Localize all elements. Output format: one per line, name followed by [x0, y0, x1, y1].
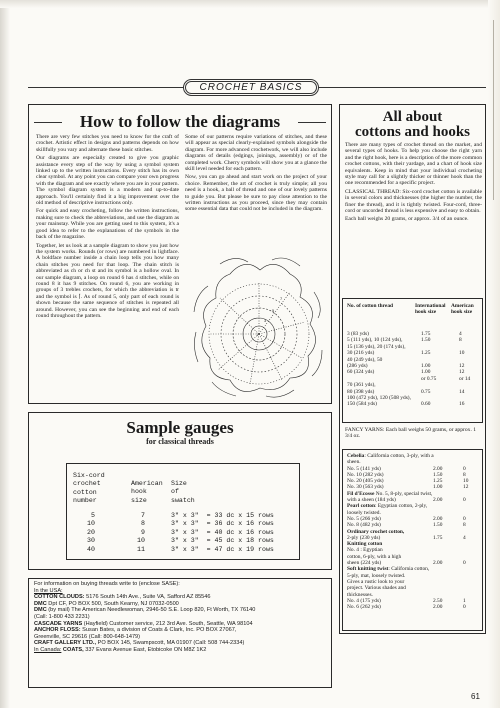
panel-item: No. 10 (282 yds): [347, 471, 384, 478]
panel-text: No. 4 : Egyptian: [347, 547, 383, 554]
table-row: [347, 401, 480, 407]
panel-term: Fil d'Ecosse: [347, 490, 375, 497]
panel-item: with a sheen (184 yds): [347, 497, 396, 504]
panel-intl-size: 2.00: [433, 497, 443, 504]
supplier-line: DMC Dpt CF, PO BOX 500, South Kearny, NJ 07032-0500: [34, 600, 179, 607]
info-intro: For information on buying threads write to (enclose SASE):: [34, 581, 180, 587]
cell-cotton: 60 (324 yds): [347, 369, 375, 376]
paragraph: Each ball weighs 20 grams, or approx. 3/4 of an ounce.: [345, 216, 469, 223]
panel-text: Fil d'Ecosse No. 5, 8-ply, special twist,: [347, 490, 433, 497]
cell-cotton: 5 (111 yds), 10 (124 yds),: [347, 337, 403, 344]
gauge-header-cotton: cotton: [73, 488, 97, 496]
supplier-name: CASCADE YARNS: [34, 620, 83, 627]
table-body: [347, 331, 480, 408]
panel-text: cotton, 6-ply, with a high: [347, 553, 402, 560]
diagrams-middle-column: [185, 134, 327, 215]
cotton-title: [339, 110, 486, 140]
round-number: 3: [264, 318, 267, 323]
panel-us-size: 0: [463, 560, 466, 567]
supplier-info: [34, 581, 330, 654]
gauge-hook-size: 7: [141, 512, 145, 519]
panel-intl-size: 2.00: [433, 604, 443, 611]
gauge-header-swatch: Size: [171, 480, 187, 487]
cell-international: 0.75: [421, 388, 431, 395]
supplier-line: Greenville, SC 29616 (Call: 800-648-1479): [34, 633, 141, 640]
cotton-title-line1: All about: [382, 109, 443, 125]
gauge-swatch: 3" x 3" = 33 dc x 15 rows: [171, 512, 274, 519]
gauge-swatch: 3" x 3" = 36 dc x 16 rows: [171, 520, 274, 528]
panel-us-size: 10: [463, 478, 469, 485]
paragraph: There are very few stitches you need to know for the craft of crochet. Artistic effect in designs and patterns depends on how skillfully you vary and alternate these basic stitches.: [36, 134, 179, 153]
panel-us-size: 0: [463, 604, 466, 611]
panel-item: No. 8 (482 yds): [347, 522, 381, 529]
cotton-title-line2: cottons and hooks: [354, 124, 471, 140]
round-number: 7: [280, 296, 283, 301]
panel-us-size: 8: [463, 522, 466, 529]
panel-text: project. Various shades and: [347, 585, 406, 592]
cell-american: or 14: [459, 375, 471, 382]
panel-item: No. 6 (262 yds): [347, 604, 381, 611]
cell-cotton: 80 (398 yds): [347, 388, 375, 395]
supplier-name: DMC: [34, 600, 47, 607]
crochet-symbol-diagram: [190, 252, 328, 400]
panel-line: [347, 604, 480, 610]
panel-text: 5-ply, mat, loosely twisted.: [347, 572, 406, 579]
round-number: 5: [272, 308, 275, 313]
gauge-header-swatch: swatch: [171, 496, 195, 504]
paragraph: Some of our patterns require variations of stitches, and these will appear as special clearly-explained symbols alongside the diagram. For more advanced crochetwork, we will also include diagrams of details (edgings, joinings, assembly) or of the completed work. Cherry symbols will show you at a glance the skill level needed for each pattern.: [185, 134, 327, 173]
cell-american: 12: [459, 362, 465, 369]
diagrams-title: How to follow the diagrams: [79, 112, 281, 131]
fancy-yarns-note: FANCY YARNS: Each ball weighs 50 grams, or approx. 1 3/4 oz.: [345, 427, 477, 440]
gauges-table: [66, 463, 300, 560]
cotton-text: [345, 142, 482, 225]
gauge-header-cotton: Six-cord: [73, 472, 105, 479]
cell-international: 0.60: [421, 401, 431, 408]
cell-cotton: 30 (216 yds): [347, 350, 375, 357]
gauge-header-cotton: number: [73, 497, 97, 505]
right-margin: [488, 0, 500, 708]
panel-text: Cebelia: California cotton, 3-ply, with a: [347, 453, 434, 459]
gauges-title: Sample gauges: [126, 418, 234, 437]
cell-american: 12: [459, 369, 465, 376]
gauge-cotton-number: 40: [87, 545, 95, 553]
gauge-header-cotton: crochet: [73, 480, 101, 488]
round-number: 1: [256, 332, 259, 337]
panel-intl-size: 2.50: [433, 597, 443, 604]
panel-item: No. 5 (266 yds): [347, 515, 381, 522]
cell-international: 1.25: [421, 350, 431, 357]
panel-us-size: 0: [463, 497, 466, 504]
thread-types-panel: [342, 449, 483, 631]
banner-label: CROCHET BASICS: [185, 81, 317, 94]
gauge-hook-size: 9: [141, 528, 145, 536]
info-usa-label: In the USA:: [34, 587, 63, 594]
supplier-line: DMC (by mail) The American Needlewoman, 2946-50 S.E. Loop 820, Ft Worth, TX 76140: [34, 607, 256, 614]
paragraph: Now, you can go ahead and start work on the project of your choice. Remember, the art of crochet is truly simple; all you need is a hook, a ball of thread and one of our lovely patterns to guide you. But please be sure to pay close attention to the written instructions as you proceed, since they may contain some essential data that could not be included in the diagram.: [185, 174, 327, 213]
header-american: American hook size: [451, 303, 474, 316]
cell-cotton: 100 (472 yds), 120 (508 yds),: [347, 394, 411, 401]
panel-term: Cebelia: [347, 453, 365, 459]
gauge-hook-size: 10: [137, 537, 145, 545]
supplier-name: ANCHOR FLOSS:: [34, 627, 81, 634]
canada-label: In Canada:: [34, 646, 62, 653]
gauge-cotton-number: 20: [87, 528, 95, 536]
gauge-swatch: 3" x 3" = 47 dc x 19 rows: [171, 545, 274, 553]
panel-item: No. 5 (141 yds): [347, 465, 381, 472]
gauges-subtitle: for classical threads: [146, 437, 214, 446]
gauge-cotton-number: 5: [91, 512, 95, 519]
paragraph: Together, let us look at a sample diagram to show you just how the system works. Rounds (or rows) are numbered in lightface. A boldface number inside a chain loop tells you how many chain stitches you need for that loop. The chain stitch is abbreviated as ch or ch st and its symbol is a hollow oval. In our sample diagram, a loop on round 6 has 4 stitches, while on round 8 it has 9 stitches. On round 6, you are working in groups of 3 trebles crochets, for which the abbreviation is tr and the symbol is ⌈. As of round 5, only part of each round is shown because the same sequence of stitches is repeated all around. However, you can see the beginning and end of each round throughout the pattern.: [36, 242, 179, 319]
panel-item: No. 30 (563 yds): [347, 484, 384, 491]
panel-item: sheen (224 yds): [347, 560, 382, 567]
panel-intl-size: 1.75: [433, 534, 443, 541]
panel-intl-size: 2.00: [433, 515, 443, 522]
panel-text: thicknesses.: [347, 591, 373, 598]
cell-american: 4: [459, 331, 462, 337]
paper-mark: [493, 20, 494, 200]
panel-term: Ordinary crochet cotton,: [347, 528, 405, 535]
panel-intl-size: 1.00: [433, 484, 443, 491]
supplier-line: CASCADE YARNS (Hayfield) Customer service, 212 3rd Ave. South, Seattle, WA 98104: [34, 620, 253, 627]
panel-text: Gives a rustic look to your: [347, 578, 405, 585]
supplier-name: COTTON CLOUDS:: [34, 594, 85, 601]
panel-text: Soft knitting twist: California cotton,: [347, 566, 430, 573]
panel-text: sheen.: [347, 459, 361, 466]
cell-international: 1.50: [421, 337, 431, 344]
header-international: International hook size: [415, 303, 446, 316]
panel-item: No. 20 (405 yds): [347, 478, 384, 485]
supplier-line-canada: In Canada: COATS, 337 Evans Avenue East, Etobicoke ON M8Z 1K2: [34, 646, 207, 653]
diagrams-left-column: [36, 134, 179, 321]
gauge-cotton-number: 30: [87, 537, 95, 545]
supplier-line: COTTON CLOUDS: 5176 South 14th Ave., Suite VA, Safford AZ 85546: [34, 594, 211, 601]
cell-cotton: 150 (584 yds): [347, 401, 377, 408]
section-banner: [183, 79, 319, 96]
gauge-hook-size: 11: [137, 545, 145, 553]
cell-cotton: 40 (249 yds), 50: [347, 356, 383, 363]
cell-american: 14: [459, 388, 465, 395]
cell-american: 16: [459, 401, 465, 408]
supplier-line: CRAFT GALLERY LTD., PO BOX 145, Swampscott, MA 01907 (Call: 508 744-2334): [34, 640, 245, 647]
cell-international: or 0.75: [421, 375, 437, 382]
gauge-cotton-number: 10: [87, 520, 95, 528]
panel-intl-size: 1.50: [433, 471, 443, 478]
cell-cotton: 70 (361 yds),: [347, 382, 376, 389]
panel-intl-size: 1.25: [433, 478, 443, 485]
gauge-header-swatch: of: [171, 488, 179, 496]
cotton-hook-table: [342, 298, 483, 423]
panel-term: Pearl cotton: [347, 503, 375, 510]
cell-american: 8: [459, 337, 462, 344]
cell-cotton: (286 yds): [347, 362, 368, 369]
gauge-header-hook: American: [131, 480, 163, 487]
cell-american: 10: [459, 350, 465, 357]
panel-us-size: 4: [463, 534, 466, 541]
gauge-swatch: 3" x 3" = 40 dc x 16 rows: [171, 528, 274, 536]
paragraph: There are many types of crochet thread on the market, and several types of hooks. To help you choose the right yarn and the right hook, here is a description of the more common crochet cottons, with their yardage, and a chart of hook size equivalents. Keep in mind that your individual crocheting style may call for a slightly thicker or thinner hook than the one recommended for a specific project.: [345, 142, 482, 187]
panel-text: Pearl cotton: Egyptian cotton, 2-ply,: [347, 503, 428, 510]
supplier-name: CRAFT GALLERY LTD.,: [34, 640, 97, 647]
gutter-shadow: [0, 0, 10, 708]
supplier-name: DMC: [34, 607, 47, 614]
supplier-line: (Call: 1-800 433 2231): [34, 613, 90, 620]
cell-international: 1.00: [421, 369, 431, 376]
panel-us-size: 0: [463, 515, 466, 522]
header-cotton-number: No. of cotton thread: [347, 303, 394, 309]
gauge-swatch: 3" x 3" = 45 dc x 18 rows: [171, 537, 274, 545]
panel-item: 2-ply (230 yds): [347, 534, 381, 541]
panel-intl-size: 2.00: [433, 560, 443, 567]
panel-term: Knitting cotton: [347, 541, 383, 548]
gauge-header-hook: size: [131, 496, 147, 504]
cell-cotton: 3 (83 yds): [347, 331, 369, 337]
cell-international: 1.00: [421, 362, 431, 369]
panel-item: No. 4 (175 yds): [347, 597, 381, 604]
panel-intl-size: 1.50: [433, 522, 443, 529]
panel-text: loosely twisted.: [347, 509, 381, 516]
paragraph: For quick and easy crocheting, follow the written instructions, making sure to check the abbreviations, and use the diagram as your mainstay. While you are getting used to this system, it's a good idea to refer to the explanations of the symbols in the back of the magazine.: [36, 208, 179, 241]
panel-us-size: 12: [463, 484, 469, 491]
supplier-name: COATS,: [61, 646, 84, 653]
panel-term: Soft knitting twist: [347, 566, 389, 573]
paragraph: Our diagrams are especially created to give you graphic assistance every step of the way by using a symbol system linked up to the written instructions. Every stitch has its own clear symbol. At any point you can compare your own progress with the diagram and see exactly where you are in your pattern. The symbol diagram system is a modern and up-to-date approach. You'll certainly find it a big improvement over the old method of descriptive instructions only.: [36, 155, 179, 207]
panel-us-size: 8: [463, 471, 466, 478]
thread-types-list: [347, 453, 480, 610]
supplier-line: ANCHOR FLOSS: Susan Bates, a division of Coats & Clark, Inc. PO BOX 27067,: [34, 627, 237, 634]
gauge-header-hook: hook: [131, 488, 147, 496]
gauge-hook-size: 8: [141, 520, 145, 528]
cell-cotton: 15 (136 yds), 20 (174 yds),: [347, 343, 406, 350]
top-edge-shadow: [0, 0, 500, 8]
cell-international: 1.75: [421, 331, 431, 337]
panel-us-size: 0: [463, 465, 466, 472]
panel-us-size: 1: [463, 597, 466, 604]
page-number: 61: [471, 692, 480, 701]
panel-intl-size: 2.00: [433, 465, 443, 472]
paragraph: CLASSICAL THREAD: Six-cord crochet cotton is available in several colors and thicknesses (the higher the number, the finer the thread), and it is tightly twisted. Four-cord, three-cord or uncorded thread is less expensive and easy to obtain.: [345, 188, 482, 215]
